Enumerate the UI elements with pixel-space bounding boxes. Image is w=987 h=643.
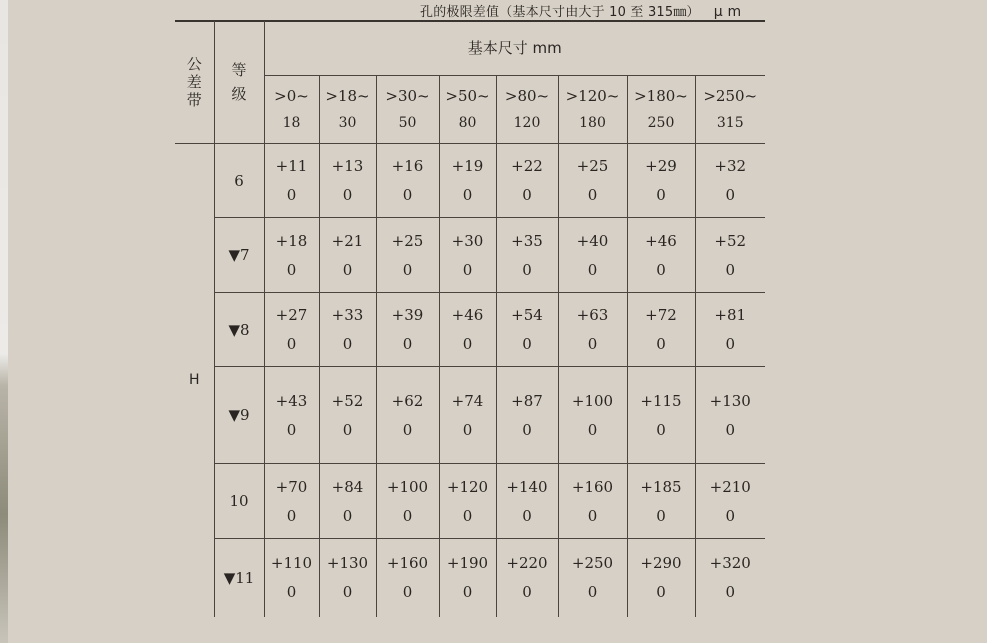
upper-deviation: +62 (391, 391, 424, 410)
size-range-upper: 50 (398, 115, 417, 132)
upper-deviation: +185 (640, 477, 682, 496)
deviation-cell (439, 218, 496, 293)
size-range-5 (496, 76, 558, 144)
lower-deviation: 0 (286, 506, 297, 525)
deviation-cell (695, 367, 765, 464)
lower-deviation: 0 (462, 583, 473, 602)
deviation-cell (264, 144, 319, 218)
lower-deviation: 0 (725, 583, 736, 602)
deviation-cell (439, 144, 496, 218)
upper-deviation: +63 (576, 306, 609, 324)
lower-deviation: 0 (587, 260, 598, 279)
upper-deviation: +29 (645, 157, 677, 175)
grade-cell: 10 (214, 464, 264, 539)
upper-deviation: +25 (576, 157, 609, 175)
lower-deviation: 0 (342, 260, 353, 279)
upper-deviation: +220 (506, 554, 548, 573)
upper-deviation: +32 (714, 157, 747, 175)
lower-deviation: 0 (522, 583, 532, 602)
grade-cell: ▼11 (214, 539, 264, 617)
upper-deviation: +250 (571, 554, 614, 573)
upper-deviation: +320 (709, 554, 751, 573)
table-row (175, 293, 765, 367)
lower-deviation: 0 (725, 335, 736, 353)
deviation-cell (695, 539, 765, 617)
caption-unit: μ m (713, 4, 742, 20)
upper-deviation: +70 (275, 477, 308, 496)
deviation-cell (695, 464, 765, 539)
deviation-cell (627, 464, 695, 539)
deviation-cell (376, 367, 439, 464)
lower-deviation: 0 (656, 583, 666, 602)
grade-cell: ▼9 (214, 367, 264, 464)
lower-deviation: 0 (286, 186, 297, 204)
grade-header: 等 级 (214, 21, 264, 144)
upper-deviation: +16 (391, 157, 424, 175)
upper-deviation: +110 (270, 554, 313, 573)
lower-deviation: 0 (342, 583, 353, 602)
lower-deviation: 0 (656, 260, 666, 279)
upper-deviation: +22 (511, 157, 543, 175)
deviation-cell (376, 464, 439, 539)
upper-deviation: +81 (714, 306, 747, 324)
lower-deviation: 0 (342, 186, 353, 204)
hole-limit-deviation-table (175, 21, 765, 617)
lower-deviation: 0 (522, 420, 532, 439)
deviation-cell (376, 539, 439, 617)
upper-deviation: +46 (451, 306, 484, 324)
upper-deviation: +35 (511, 231, 543, 250)
deviation-cell (627, 539, 695, 617)
size-range-4 (439, 76, 496, 144)
upper-deviation: +46 (645, 231, 677, 250)
lower-deviation: 0 (656, 186, 666, 204)
upper-deviation: +130 (326, 554, 369, 573)
grade-cell: ▼7 (214, 218, 264, 293)
deviation-cell (376, 144, 439, 218)
size-range-6 (558, 76, 627, 144)
deviation-cell (627, 218, 695, 293)
upper-deviation: +160 (571, 477, 614, 496)
lower-deviation: 0 (587, 583, 598, 602)
table-row (175, 144, 765, 218)
upper-deviation: +19 (451, 157, 484, 175)
upper-deviation: +11 (275, 157, 308, 175)
lower-deviation: 0 (342, 506, 353, 525)
deviation-cell (319, 293, 376, 367)
lower-deviation: 0 (656, 335, 666, 353)
deviation-cell (319, 539, 376, 617)
lower-deviation: 0 (587, 335, 598, 353)
upper-deviation: +190 (446, 554, 489, 573)
table-row (175, 367, 765, 464)
size-range-upper: 180 (579, 115, 606, 132)
size-range-row (175, 76, 765, 144)
size-range-lower: >120~ (565, 87, 620, 106)
size-range-upper: 80 (458, 115, 477, 132)
deviation-cell (376, 293, 439, 367)
size-range-upper: 250 (647, 115, 675, 132)
deviation-cell (695, 293, 765, 367)
deviation-cell (695, 218, 765, 293)
size-range-upper: 30 (338, 115, 357, 132)
deviation-cell (496, 144, 558, 218)
lower-deviation: 0 (725, 186, 736, 204)
size-range-upper: 18 (282, 115, 301, 132)
deviation-cell (319, 464, 376, 539)
size-range-lower: >80~ (504, 87, 550, 106)
size-range-upper: 120 (513, 115, 541, 132)
grade-cell: ▼8 (214, 293, 264, 367)
lower-deviation: 0 (402, 186, 413, 204)
upper-deviation: +13 (331, 157, 364, 175)
size-range-8 (695, 76, 765, 144)
upper-deviation: +25 (391, 231, 424, 250)
lower-deviation: 0 (462, 335, 473, 353)
deviation-cell (558, 367, 627, 464)
lower-deviation: 0 (522, 335, 532, 353)
lower-deviation: 0 (342, 420, 353, 439)
lower-deviation: 0 (286, 260, 297, 279)
upper-deviation: +130 (709, 391, 751, 410)
upper-deviation: +40 (576, 231, 609, 250)
table-row (175, 464, 765, 539)
deviation-cell (264, 367, 319, 464)
lower-deviation: 0 (587, 506, 598, 525)
deviation-cell (264, 539, 319, 617)
upper-deviation: +87 (511, 391, 543, 410)
size-range-3 (376, 76, 439, 144)
table-caption (420, 1, 741, 20)
upper-deviation: +210 (709, 477, 751, 496)
deviation-cell (558, 218, 627, 293)
size-range-lower: >250~ (703, 87, 758, 106)
size-range-lower: >50~ (445, 87, 490, 106)
lower-deviation: 0 (656, 420, 666, 439)
table-row (175, 218, 765, 293)
upper-deviation: +115 (640, 391, 682, 410)
deviation-cell (264, 218, 319, 293)
lower-deviation: 0 (402, 420, 413, 439)
basic-size-header: 基本尺寸 mm (264, 21, 765, 76)
deviation-cell (319, 144, 376, 218)
upper-deviation: +52 (331, 391, 364, 410)
lower-deviation: 0 (342, 335, 353, 353)
size-range-7 (627, 76, 695, 144)
upper-deviation: +33 (331, 306, 364, 324)
deviation-cell (558, 293, 627, 367)
size-range-2 (319, 76, 376, 144)
size-range-lower: >180~ (634, 87, 688, 106)
lower-deviation: 0 (522, 506, 532, 525)
lower-deviation: 0 (522, 186, 532, 204)
deviation-cell (627, 144, 695, 218)
caption-text: 孔的极限差值（基本尺寸由大于 10 至 315㎜） (420, 5, 700, 20)
deviation-cell (695, 144, 765, 218)
deviation-cell (627, 367, 695, 464)
lower-deviation: 0 (725, 260, 736, 279)
size-range-lower: >18~ (325, 87, 370, 106)
lower-deviation: 0 (286, 420, 297, 439)
upper-deviation: +74 (451, 391, 484, 410)
size-range-lower: >30~ (385, 87, 430, 106)
deviation-cell (264, 464, 319, 539)
upper-deviation: +100 (386, 477, 429, 496)
grade-cell: 6 (214, 144, 264, 218)
upper-deviation: +39 (391, 306, 424, 324)
upper-deviation: +120 (446, 477, 489, 496)
deviation-cell (439, 367, 496, 464)
lower-deviation: 0 (402, 506, 413, 525)
deviation-cell (496, 218, 558, 293)
deviation-cell (627, 293, 695, 367)
table-row (175, 539, 765, 617)
lower-deviation: 0 (462, 506, 473, 525)
deviation-cell (496, 464, 558, 539)
lower-deviation: 0 (522, 260, 532, 279)
left-edge-strip (0, 0, 8, 643)
deviation-cell (558, 144, 627, 218)
lower-deviation: 0 (402, 335, 413, 353)
deviation-cell (264, 293, 319, 367)
upper-deviation: +43 (275, 391, 308, 410)
tolerance-zone-cell: H (175, 144, 214, 617)
upper-deviation: +52 (714, 231, 747, 250)
upper-deviation: +21 (331, 231, 364, 250)
upper-deviation: +18 (275, 231, 308, 250)
upper-deviation: +72 (645, 306, 677, 324)
lower-deviation: 0 (725, 506, 736, 525)
upper-deviation: +160 (386, 554, 429, 573)
deviation-cell (319, 367, 376, 464)
lower-deviation: 0 (402, 583, 413, 602)
size-range-lower: >0~ (274, 87, 309, 106)
upper-deviation: +54 (511, 306, 543, 324)
deviation-cell (558, 464, 627, 539)
deviation-cell (439, 464, 496, 539)
lower-deviation: 0 (656, 506, 666, 525)
header-row-main (175, 21, 765, 76)
lower-deviation: 0 (286, 583, 297, 602)
deviation-cell (558, 539, 627, 617)
tolerance-zone-header: 公 差 带 (186, 55, 202, 109)
lower-deviation: 0 (286, 335, 297, 353)
upper-deviation: +27 (275, 306, 308, 324)
upper-deviation: +84 (331, 477, 364, 496)
deviation-cell (496, 367, 558, 464)
lower-deviation: 0 (587, 186, 598, 204)
size-range-upper: 315 (716, 115, 744, 132)
size-range-1 (264, 76, 319, 144)
upper-deviation: +140 (506, 477, 548, 496)
deviation-cell (496, 293, 558, 367)
deviation-cell (376, 218, 439, 293)
lower-deviation: 0 (462, 186, 473, 204)
lower-deviation: 0 (587, 420, 598, 439)
deviation-cell (439, 539, 496, 617)
lower-deviation: 0 (462, 260, 473, 279)
upper-deviation: +30 (451, 231, 484, 250)
deviation-cell (319, 218, 376, 293)
deviation-cell (439, 293, 496, 367)
lower-deviation: 0 (402, 260, 413, 279)
upper-deviation: +100 (571, 391, 614, 410)
deviation-cell (496, 539, 558, 617)
lower-deviation: 0 (725, 420, 736, 439)
lower-deviation: 0 (462, 420, 473, 439)
upper-deviation: +290 (640, 554, 682, 573)
